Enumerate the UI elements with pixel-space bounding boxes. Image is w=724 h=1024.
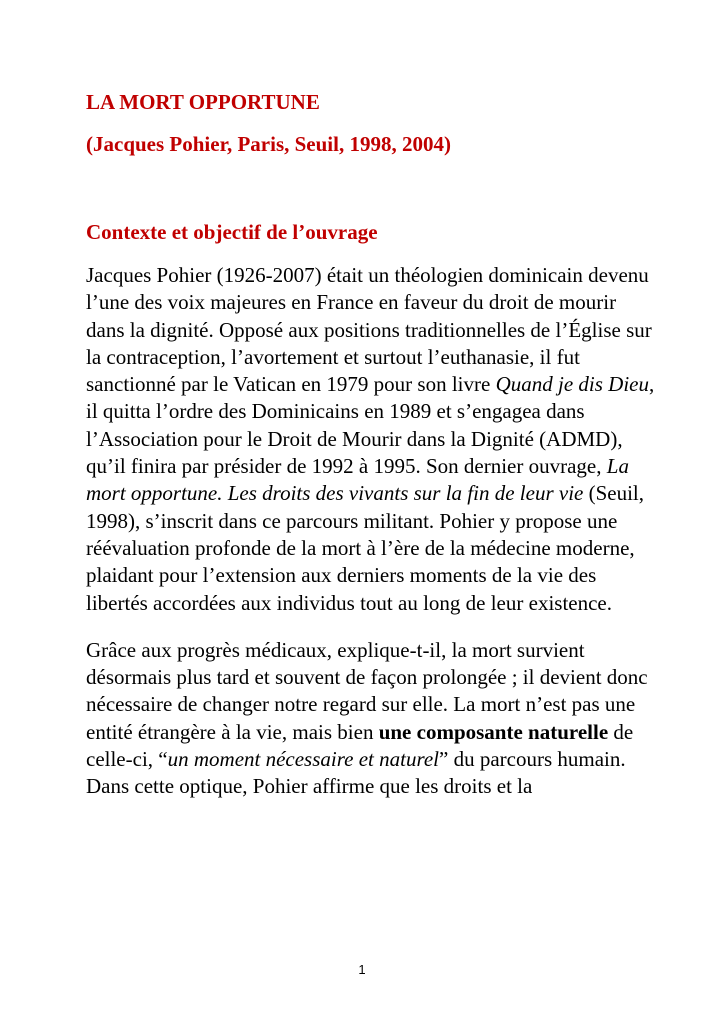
paragraph-2-text-c: ” du parcours humain. Dans cette optique, Pohier affirme que les droits et la <box>86 747 626 799</box>
book-title-la-mort-opportune: La mort opportune. Les droits des vivants sur la fin de leur vie <box>86 454 629 506</box>
book-title-quand-je-dis-dieu: Quand je dis Dieu <box>495 372 649 397</box>
paragraph-2 <box>86 637 656 801</box>
paragraph-1-text-b: , il quitta l’ordre des Dominicains en 1989 et s’engagea dans l’Association pour le Droit de Mourir dans la Dignité (ADMD), qu’il finira par présider de 1992 à 1995. Son dernier ouvrage, <box>86 372 655 479</box>
paragraph-1 <box>86 262 656 617</box>
paragraph-2-text-b: de celle-ci, “ <box>86 719 634 772</box>
italic-quote: un moment nécessaire et naturel <box>167 747 439 772</box>
document-subtitle: (Jacques Pohier, Paris, Seuil, 1998, 2004) <box>86 132 451 156</box>
section-heading: Contexte et objectif de l’ouvrage <box>86 220 378 244</box>
document-title: LA MORT OPPORTUNE <box>86 90 320 114</box>
bold-phrase: une composante naturelle <box>378 719 609 744</box>
paragraph-1-text-a: Jacques Pohier (1926-2007) était un théologien dominicain devenu l’une des voix majeures en France en faveur du droit de mourir dans la dignité. Opposé aux positions traditionnelles de l’Église sur la contraception, l’avortement et surtout l’euthanasie, il fut sanctionné par le Vatican en 1979 pour son livre <box>86 263 652 397</box>
paragraph-2-text-a: Grâce aux progrès médicaux, explique-t-il, la mort survient désormais plus tard et souvent de façon prolongée ; il devient donc nécessaire de changer notre regard sur elle. La mort n’est pas une entité étrangère à la vie, mais bien <box>86 637 648 744</box>
paragraph-1-text-c: (Seuil, 1998), s’inscrit dans ce parcours militant. Pohier y propose une réévaluation profonde de la mort à l’ère de la médecine moderne, plaidant pour l’extension aux derniers moments de la vie des libertés accordées aux individus tout au long de leur existence. <box>86 481 645 615</box>
page-number: 1 <box>358 962 366 977</box>
document-page <box>86 86 656 801</box>
